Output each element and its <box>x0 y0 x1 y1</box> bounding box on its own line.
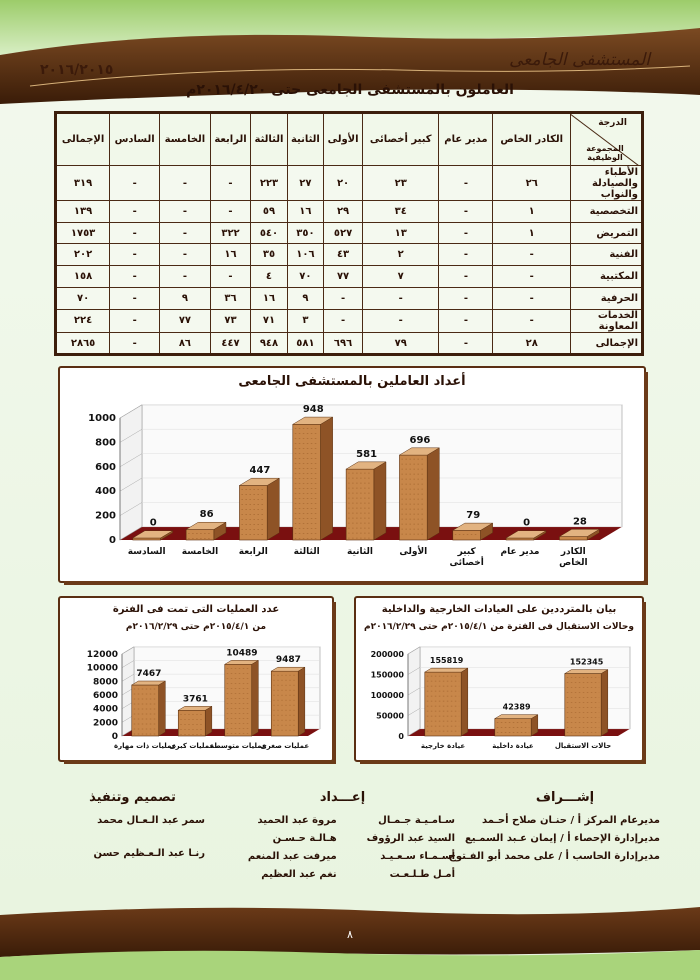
table-cell: ١ <box>493 201 571 223</box>
table-cell: - <box>160 266 211 288</box>
corner-header-cell <box>571 113 643 166</box>
table-cell: ٤٣ <box>324 244 363 266</box>
table-cell: ٣٢٢ <box>210 222 251 244</box>
y-tick-label: 8000 <box>92 677 118 688</box>
table-row <box>56 287 643 309</box>
bar-value-label: 948 <box>302 404 324 416</box>
row-label: الأطباء والصيادلة والنواب <box>571 166 643 201</box>
table-cell: - <box>210 201 251 223</box>
table-row <box>56 266 643 288</box>
y-tick-label: 200 <box>95 510 116 522</box>
y-tick-label: 10000 <box>86 663 118 674</box>
bar-value-label: 696 <box>409 434 431 446</box>
table-cell: ٥٩ <box>251 201 287 223</box>
table-cell: - <box>160 166 211 201</box>
bar-side <box>601 670 608 736</box>
column-header: كبير أخصائى <box>363 113 439 166</box>
table-cell: ٢٦ <box>493 166 571 201</box>
table-cell: ٧٧ <box>160 309 211 333</box>
clinics-bar-chart <box>356 638 642 762</box>
table-cell: ٧٣ <box>210 309 251 333</box>
table-cell: ١٦ <box>210 244 251 266</box>
table-cell: ٢٨٦٥ <box>56 333 110 355</box>
corner-bottom-label: المجموعة الوظيفية <box>586 144 624 162</box>
column-header: الثالثة <box>251 113 287 166</box>
table-cell: - <box>210 266 251 288</box>
bar-value-label: 3761 <box>182 694 208 705</box>
table-cell: ٤٤٧ <box>210 333 251 355</box>
table-cell: - <box>324 309 363 333</box>
bar-top <box>425 668 468 672</box>
y-tick-label: 400 <box>95 486 116 498</box>
bar-side <box>252 660 259 736</box>
table-cell: ٢٧ <box>287 166 323 201</box>
bar <box>399 455 427 540</box>
row-label: الحرفية <box>571 287 643 309</box>
column-header: مدير عام <box>439 113 493 166</box>
category-label: الخامسة <box>181 547 219 557</box>
row-label: الفنية <box>571 244 643 266</box>
credit-line: ميرفت عبد المنعم <box>247 851 337 862</box>
clinics-chart-subtitle: وحالات الاستقبال فى الفترة من ٢٠١٥/٤/١م حتى ٢٠١٦/٢/٢٩م <box>363 622 635 632</box>
y-tick-label: 12000 <box>86 650 118 660</box>
y-tick-label: 4000 <box>92 704 118 715</box>
table-cell: ٥٢٧ <box>324 222 363 244</box>
table-cell: - <box>160 201 211 223</box>
bar-value-label: 28 <box>572 516 587 528</box>
bar-side <box>267 478 279 540</box>
credit-line: مروة عبد الحميد <box>257 815 337 826</box>
bar-side <box>298 667 305 736</box>
bar-side <box>374 462 386 540</box>
credit-line: أمـل طـلـعـت <box>389 869 455 880</box>
table-row <box>56 222 643 244</box>
bar-side <box>461 668 468 736</box>
table-cell: ٣٥٠ <box>287 222 323 244</box>
table-cell: ٢٣ <box>363 166 439 201</box>
table-cell: - <box>110 244 160 266</box>
bar-value-label: 9487 <box>275 655 301 666</box>
category-label: الرابعة <box>238 547 268 557</box>
bar <box>132 685 159 736</box>
table-cell: ٧ <box>363 266 439 288</box>
table-cell: ٧١ <box>251 309 287 333</box>
y-tick-label: 2000 <box>92 718 118 729</box>
category-label: الثالثة <box>293 547 320 557</box>
table-cell: ١٦ <box>251 287 287 309</box>
table-cell: - <box>439 166 493 201</box>
bar <box>559 537 587 540</box>
bar-value-label: 79 <box>466 510 481 522</box>
table-cell: ١٥٨ <box>56 266 110 288</box>
bar-value-label: 0 <box>523 517 531 529</box>
credit-line: مديرإدارة الإحصاء أ / إيمان عـبد السمـيع <box>464 833 660 844</box>
table-cell: ٣٥ <box>251 244 287 266</box>
table-cell: - <box>439 333 493 355</box>
row-label: التمريض <box>571 222 643 244</box>
corner-top-label: الدرجة <box>598 118 627 128</box>
table-row <box>56 333 643 355</box>
bar <box>225 664 252 736</box>
y-tick-label: 50000 <box>376 711 404 721</box>
table-cell: - <box>439 201 493 223</box>
bar <box>186 530 214 540</box>
table-cell: ١ <box>493 222 571 244</box>
credit-line: مديرإدارة الحاسب أ / على محمد أبو الفـتوح <box>448 851 660 862</box>
table-cell: ٩٤٨ <box>251 333 287 355</box>
table-cell: ٦٩٦ <box>324 333 363 355</box>
bar-value-label: 42389 <box>502 702 531 712</box>
table-cell: - <box>110 266 160 288</box>
clinics-chart-title: بيان بالمترددين على العيادات الخارجية والداخلية <box>381 604 617 615</box>
bar <box>565 674 601 736</box>
clinics-chart-box <box>354 596 644 762</box>
category-label: مدير عام <box>500 547 540 557</box>
credit-line: رنـا عبد الـعـظيم حسن <box>93 848 205 859</box>
column-header: السادس <box>110 113 160 166</box>
bar-value-label: 152345 <box>569 657 604 667</box>
bar-side <box>427 448 439 540</box>
staff-chart-box <box>58 366 646 583</box>
table-cell: - <box>439 222 493 244</box>
bar-top <box>565 670 608 674</box>
table-cell: ٩ <box>160 287 211 309</box>
category-label: حالات الاستقبال <box>554 742 612 750</box>
preparation-column <box>230 790 455 887</box>
category-label: أخصائى <box>449 558 484 568</box>
y-tick-label: 150000 <box>370 670 404 680</box>
category-label: عمليات متوسطة <box>209 742 267 750</box>
table-cell: - <box>110 201 160 223</box>
table-cell: ٢٠٢ <box>56 244 110 266</box>
table-cell: - <box>110 222 160 244</box>
table-cell: ٤ <box>251 266 287 288</box>
category-label: عمليات صغرى <box>260 742 310 750</box>
table-cell: - <box>439 287 493 309</box>
category-label: عمليات ذات مهارة <box>114 742 177 750</box>
table-cell: - <box>110 166 160 201</box>
table-cell: ٩ <box>287 287 323 309</box>
table-cell: ١٣٩ <box>56 201 110 223</box>
operations-chart-subtitle: من ٢٠١٥/٤/١م حتى ٢٠١٦/٢/٢٩م <box>125 622 267 632</box>
y-tick-label: 6000 <box>92 691 118 701</box>
table-row <box>56 166 643 201</box>
bar <box>506 538 534 540</box>
table-cell: ٢٨ <box>493 333 571 355</box>
bar-value-label: 86 <box>199 509 214 521</box>
bar <box>453 530 481 540</box>
bar-side <box>159 681 166 736</box>
table-cell: - <box>110 333 160 355</box>
y-tick-label: 1000 <box>88 413 116 424</box>
bar-value-label: 581 <box>356 448 378 460</box>
table-cell: - <box>493 309 571 333</box>
table-cell: - <box>160 244 211 266</box>
table-cell: - <box>493 287 571 309</box>
hospital-title: المستشفى الجامعى <box>509 50 650 70</box>
bar <box>271 671 298 736</box>
bar-side <box>321 417 333 540</box>
table-cell: ٣٤ <box>363 201 439 223</box>
page-number: ٨ <box>347 928 353 941</box>
credit-line: السيد عبد الرؤوف <box>366 833 455 844</box>
staff-table <box>54 111 644 356</box>
table-header-row <box>56 113 643 166</box>
table-cell: - <box>324 287 363 309</box>
table-cell: ٣٦ <box>210 287 251 309</box>
bar-value-label: 7467 <box>136 669 162 680</box>
column-header: الأولى <box>324 113 363 166</box>
bar-value-label: 10489 <box>226 648 258 659</box>
category-label: الكادر <box>560 547 586 557</box>
category-label: كبير <box>457 547 476 557</box>
bar-top <box>495 715 538 719</box>
operations-chart-title: عدد العمليات التى تمت فى الفترة <box>112 604 280 615</box>
credits-section <box>60 790 660 900</box>
category-label: الأولى <box>399 547 428 557</box>
credit-line: نغم عبد العظيم <box>261 869 337 880</box>
table-cell: ٥٤٠ <box>251 222 287 244</box>
table-cell: - <box>363 287 439 309</box>
design-column <box>60 790 205 866</box>
y-tick-label: 0 <box>111 732 118 742</box>
column-header: الثانية <box>287 113 323 166</box>
table-cell: ٥٨١ <box>287 333 323 355</box>
table-cell: - <box>439 309 493 333</box>
table-cell: ٢٢٤ <box>56 309 110 333</box>
y-tick-label: 600 <box>95 461 116 473</box>
y-tick-label: 200000 <box>370 650 404 659</box>
y-tick-label: 100000 <box>370 691 404 700</box>
category-label: الخاص <box>559 558 588 568</box>
table-cell: ٨٦ <box>160 333 211 355</box>
table-cell: - <box>210 166 251 201</box>
supervision-column <box>448 790 660 869</box>
table-row <box>56 201 643 223</box>
table-cell: - <box>439 266 493 288</box>
preparation-heading: إعـــداد <box>319 790 366 805</box>
year-label: ٢٠١٦/٢٠١٥ <box>40 62 114 78</box>
table-cell: - <box>493 244 571 266</box>
category-label: عيادة خارجية <box>420 742 466 750</box>
main-heading: العاملون بالمستشفى الجامعى حتى ٢٠١٦/٤/٢٠م <box>186 82 514 98</box>
operations-bar-chart <box>60 638 332 762</box>
y-tick-label: 0 <box>398 732 404 741</box>
table-cell: - <box>439 244 493 266</box>
table-cell: ٧٧ <box>324 266 363 288</box>
y-tick-label: 800 <box>95 437 116 449</box>
bar-value-label: 0 <box>149 517 157 529</box>
column-header: الكادر الخاص <box>493 113 571 166</box>
table-cell: ٣١٩ <box>56 166 110 201</box>
bar <box>133 538 161 540</box>
operations-chart-box <box>58 596 334 762</box>
column-header: الرابعة <box>210 113 251 166</box>
bar <box>293 424 321 540</box>
table-cell: ٧٠ <box>287 266 323 288</box>
staff-chart-title: أعداد العاملين بالمستشفى الجامعى <box>238 374 466 389</box>
table-cell: ٣ <box>287 309 323 333</box>
credit-line: هـالـة حـسـن <box>272 833 337 844</box>
row-label: الإجمالى <box>571 333 643 355</box>
credit-line: سـامـيـة جـمـال <box>378 815 455 826</box>
staff-bar-chart <box>60 396 644 581</box>
table-cell: ٢٩ <box>324 201 363 223</box>
bar-side <box>205 706 212 736</box>
table-cell: ١٣ <box>363 222 439 244</box>
category-label: السادسة <box>127 547 166 557</box>
table-cell: - <box>110 287 160 309</box>
row-label: المكتبية <box>571 266 643 288</box>
supervision-heading: إشـــراف <box>535 790 595 805</box>
table-cell: - <box>110 309 160 333</box>
table-cell: - <box>160 222 211 244</box>
row-label: الخدمات المعاونة <box>571 309 643 333</box>
table-row <box>56 309 643 333</box>
design-heading: تصميم وتنفيذ <box>89 790 176 805</box>
credit-line: مديرعام المركز أ / حنـان صلاح أحـمد <box>482 815 660 826</box>
y-tick-label: 0 <box>109 535 116 546</box>
bar <box>239 485 267 540</box>
column-header: الخامسة <box>160 113 211 166</box>
bar-value-label: 155819 <box>429 656 464 666</box>
bar <box>346 469 374 540</box>
table-cell: ٢٠ <box>324 166 363 201</box>
table-cell: ١٧٥٣ <box>56 222 110 244</box>
table-cell: ٧٩ <box>363 333 439 355</box>
table-row <box>56 244 643 266</box>
table-cell: ٢٢٣ <box>251 166 287 201</box>
category-label: عيادة داخلية <box>492 742 534 750</box>
table-cell: ١٠٦ <box>287 244 323 266</box>
table-cell: - <box>363 309 439 333</box>
table-cell: ١٦ <box>287 201 323 223</box>
category-label: عمليات كبرى <box>169 742 215 750</box>
credit-line: أسـمـاء سـعـيـد <box>380 851 455 862</box>
column-header: الإجمالى <box>56 113 110 166</box>
row-label: التخصصية <box>571 201 643 223</box>
category-label: الثانية <box>346 547 374 557</box>
table-cell: - <box>493 266 571 288</box>
table-cell: ٢ <box>363 244 439 266</box>
table-cell: ٧٠ <box>56 287 110 309</box>
credit-line: سمر عبد الـعـال محمد <box>97 815 205 826</box>
bar-value-label: 447 <box>249 465 271 477</box>
